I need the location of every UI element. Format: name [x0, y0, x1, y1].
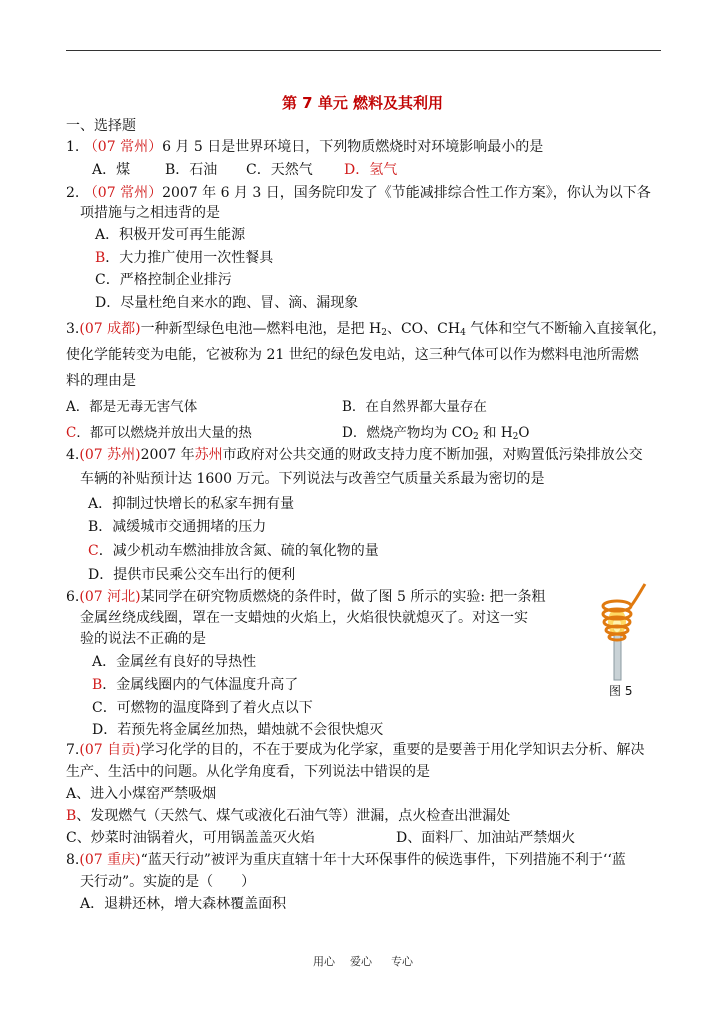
option-text: D．燃烧产物均为 CO	[342, 425, 474, 441]
question-number: 8.	[66, 852, 80, 868]
option-d: D．氢气	[344, 162, 398, 178]
question-source: (07 重庆)	[79, 852, 141, 868]
stem-text: 气体和空气不断输入直接氧化，	[465, 321, 667, 337]
option-body: ．金属线圈内的气体温度升高了	[102, 677, 299, 693]
option-b: B．石油	[165, 162, 218, 178]
question-source: (07 成都)	[79, 321, 141, 337]
question-stem: 2007 年 6 月 3 日，国务院印发了《节能减排综合性工作方案》，你认为以下各	[162, 185, 651, 201]
option-text	[92, 677, 298, 693]
option-letter: B	[95, 250, 106, 266]
question-stem-line: 料的理由是	[66, 373, 136, 389]
question-source: （07 常州）	[83, 139, 163, 155]
option-text: O	[518, 425, 530, 441]
question-number: 3.	[66, 321, 80, 337]
option-b	[66, 807, 510, 825]
subscript: 2	[381, 328, 387, 338]
option-a: A．金属丝有良好的导热性	[92, 654, 257, 670]
question-8	[66, 851, 626, 869]
question-number: 6.	[66, 589, 80, 605]
subscript: 2	[512, 432, 519, 442]
question-stem-line: 使化学能转变为电能，它被称为 21 世纪的绿色发电站，这三种气体可以作为燃料电池所需燃	[66, 347, 639, 363]
option-c: C、炒菜时油锅着火，可用锅盖盖灭火焰	[66, 830, 315, 846]
question-3	[66, 320, 666, 338]
option-letter: B	[66, 808, 77, 824]
question-stem-line: 车辆的补贴预计达 1600 万元。下列说法与改善空气质量关系最为密切的是	[80, 471, 545, 487]
question-stem-line: 天行动”。实旋的是（ ）	[80, 874, 256, 890]
option-c: C．可燃物的温度降到了着火点以下	[92, 700, 313, 716]
question-stem-line: 项措施与之相违背的是	[80, 205, 220, 221]
option-letter: B	[92, 677, 103, 693]
option-d: D．尽量杜绝自来水的跑、冒、滴、漏现象	[95, 295, 359, 311]
question-6	[66, 588, 546, 606]
header-rule	[66, 50, 661, 51]
option-d: D、面料厂、加油站严禁烟火	[396, 830, 576, 846]
question-7	[66, 741, 645, 759]
question-source: （07 常州）	[83, 185, 163, 201]
option-a: A．都是无毒无害气体	[66, 399, 198, 415]
question-number: 2.	[66, 185, 80, 201]
option-body: ．大力推广使用一次性餐具	[105, 250, 274, 266]
section-heading: 一、选择题	[66, 118, 136, 134]
figure-caption: 图 5	[609, 684, 633, 698]
footer-text-1: 用心	[313, 955, 335, 968]
option-b	[95, 249, 273, 267]
option-c	[88, 542, 379, 560]
question-1	[66, 138, 543, 156]
question-4	[66, 446, 643, 464]
subscript: 2	[473, 432, 479, 442]
option-a: A、进入小煤窑严禁吸烟	[66, 786, 217, 802]
question-stem-line: 验的说法不正确的是	[80, 631, 206, 647]
question-number: 1.	[66, 139, 80, 155]
stem-text: 2007 年	[140, 447, 195, 463]
option-b: B．在自然界都大量存在	[342, 399, 487, 415]
stem-text: 某同学在研究物质燃烧的条件时，做了图 5 所示的实验: 把一条粗	[140, 589, 546, 605]
candle-coil-figure	[592, 578, 652, 686]
question-source: (07 自贡)	[79, 742, 141, 758]
stem-text: 市政府对公共交通的财政支持力度不断加强，对购置低污染排放公交	[222, 447, 643, 463]
question-source: (07 河北)	[79, 589, 141, 605]
option-letter: C	[88, 543, 99, 559]
question-2	[66, 184, 651, 202]
option-a: A．积极开发可再生能源	[95, 227, 246, 243]
subscript: 4	[460, 328, 466, 338]
option-text	[66, 808, 510, 824]
stem-text: 学习化学的目的，不在于要成为化学家，重要的是要善于用化学知识去分析、解决	[140, 742, 645, 758]
stem-text: 、CO、CH	[386, 321, 461, 337]
option-d: D．提供市民乘公交车出行的便利	[88, 567, 296, 583]
option-d	[342, 424, 529, 442]
option-c: C．严格控制企业排污	[95, 272, 232, 288]
option-c: C．天然气	[246, 162, 313, 178]
option-body: 、发现燃气（天然气、煤气或液化石油气等）泄漏，点火检查出泄漏处	[76, 808, 511, 824]
footer-text-2: 爱心	[350, 955, 372, 968]
metal-coil-icon	[603, 584, 645, 640]
option-b: B．减缓城市交通拥堵的压力	[88, 519, 267, 535]
option-b	[92, 676, 298, 694]
option-letter: C	[66, 425, 77, 441]
footer-text-3: 专心	[391, 955, 413, 968]
question-number: 4.	[66, 447, 80, 463]
stem-text: “蓝天行动”被评为重庆直辖十年十大环保事件的候选事件，下列措施不利于‘‘蓝	[140, 852, 626, 868]
option-c	[66, 424, 252, 442]
question-source: (07 苏州)	[79, 447, 141, 463]
option-text	[88, 543, 379, 559]
option-text: 和 H	[478, 425, 513, 441]
question-stem-line: 生产、生活中的问题。从化学角度看，下列说法中错误的是	[66, 764, 430, 780]
option-body: ．都可以燃烧并放出大量的热	[76, 425, 252, 441]
option-a: A．抑制过快增长的私家车拥有量	[88, 496, 295, 512]
city-name: 苏州	[194, 447, 223, 463]
option-a: A．煤	[92, 162, 131, 178]
question-number: 7.	[66, 742, 80, 758]
question-stem-line: 金属丝绕成线圈，罩在一支蜡烛的火焰上，火焰很快就熄灭了。对这一实	[80, 610, 528, 626]
option-body: ．减少机动车燃油排放含氮、硫的氧化物的量	[98, 543, 379, 559]
option-a: A．退耕还林，增大森林覆盖面积	[80, 896, 287, 912]
question-stem: 6 月 5 日是世界环境日，下列物质燃烧时对环境影响最小的是	[162, 139, 544, 155]
option-d: D．若预先将金属丝加热，蜡烛就不会很快熄灭	[92, 722, 384, 738]
option-text	[66, 425, 252, 441]
stem-text: 一种新型绿色电池—燃料电池，是把 H	[140, 321, 382, 337]
page-title: 第 7 单元 燃料及其利用	[281, 94, 444, 112]
